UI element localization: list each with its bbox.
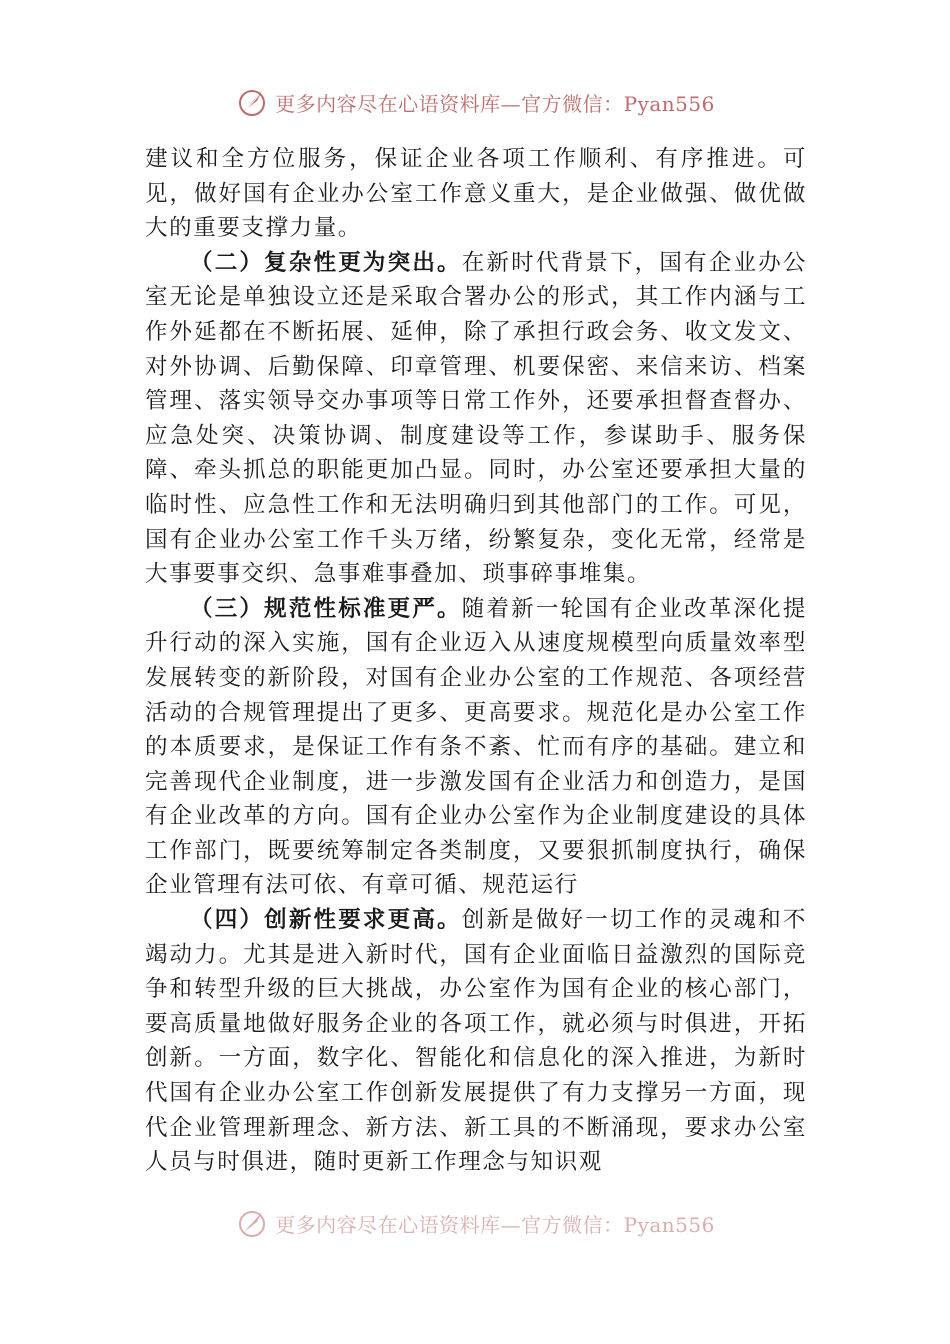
paragraph-3	[145, 592, 807, 903]
paragraph-text: 在新时代背景下，国有企业办公室无论是单独设立还是采取合署办公的形式，其工作内涵与工作外延都在不断拓展、延伸，除了承担行政会务、收文发文、对外协调、后勤保障、印章管理、机要保密、来信来访、档案管理、落实领导交办事项等日常工作外，还要承担督查督办、应急处突、决策协调、制度建设等工作，参谋助手、服务保障、牵头抓总的职能更加凸显。同时，办公室还要承担大量的临时性、应急性工作和无法明确归到其他部门的工作。可见，国有企业办公室工作千头万绪，纷繁复杂，变化无常，经常是大事要事交织、急事难事叠加、琐事碎事堆集。	[145, 249, 807, 588]
quill-logo-icon	[235, 1206, 269, 1240]
footer-watermark-text: 更多内容尽在心语资料库—官方微信：Pyan556	[275, 1212, 715, 1237]
paragraph-text: 随着新一轮国有企业改革深化提升行动的深入实施，国有企业迈入从速度规模型向质量效率型发展转变的新阶段，对国有企业办公室的工作规范、各项经营活动的合规管理提出了更多、更高要求。规范化是办公室工作的本质要求，是保证工作有条不紊、忙而有序的基础。建立和完善现代企业制度，进一步激发国有企业活力和创造力，是国有企业改革的方向。国有企业办公室作为企业制度建设的具体工作部门，既要统筹制定各类制度，又要狠抓制度执行，确保企业管理有法可依、有章可循、规范运行	[145, 595, 807, 899]
paragraph-1	[145, 142, 807, 246]
paragraph-heading: （二）复杂性更为突出。	[190, 249, 462, 276]
header-watermark	[0, 82, 950, 122]
paragraph-4	[145, 903, 807, 1180]
footer-watermark	[0, 1203, 950, 1243]
paragraph-text: 建议和全方位服务，保证企业各项工作顺利、有序推进。可见，做好国有企业办公室工作意义重大，是企业做强、做优做大的重要支撑力量。	[145, 146, 807, 242]
document-body	[145, 142, 807, 1180]
paragraph-2	[145, 246, 807, 592]
paragraph-heading: （四）创新性要求更高。	[190, 907, 462, 934]
paragraph-text: 创新是做好一切工作的灵魂和不竭动力。尤其是进入新时代，国有企业面临日益激烈的国际竞争和转型升级的巨大挑战，办公室作为国有企业的核心部门，要高质量地做好服务企业的各项工作，就必须与时俱进，开拓创新。一方面，数字化、智能化和信息化的深入推进，为新时代国有企业办公室工作创新发展提供了有力支撑另一方面，现代企业管理新理念、新方法、新工具的不断涌现，要求办公室人员与时俱进，随时更新工作理念与知识观	[145, 907, 807, 1176]
paragraph-heading: （三）规范性标准更严。	[190, 595, 462, 622]
quill-logo-icon	[235, 85, 269, 119]
header-watermark-text: 更多内容尽在心语资料库—官方微信：Pyan556	[275, 91, 715, 116]
